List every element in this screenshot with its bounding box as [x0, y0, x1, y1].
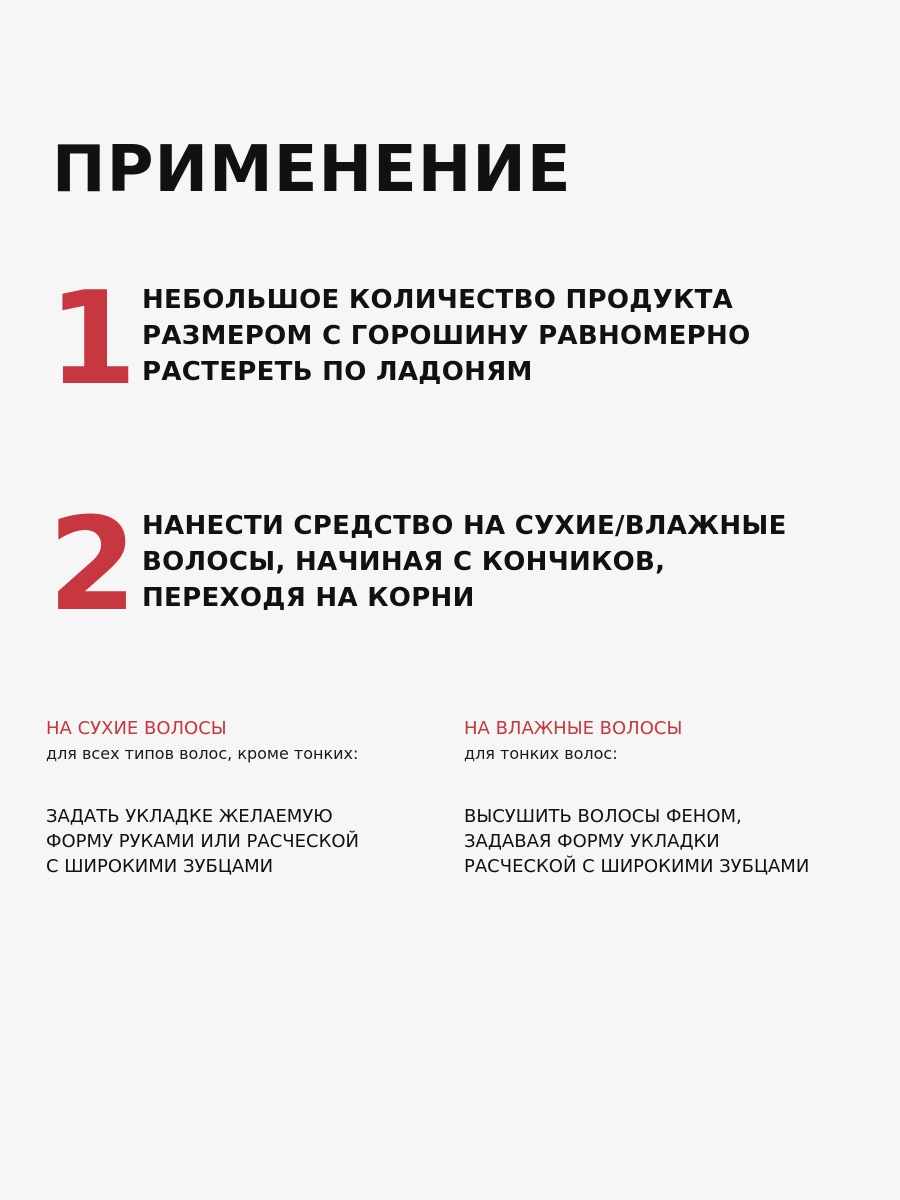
page-title: ПРИМЕНЕНИЕ: [52, 133, 572, 207]
wet-hair-subtitle: для тонких волос:: [464, 744, 618, 763]
step-text-line: РАСТЕРЕТЬ ПО ЛАДОНЯМ: [142, 357, 533, 387]
instruction-line: ФОРМУ РУКАМИ ИЛИ РАСЧЕСКОЙ: [46, 831, 359, 852]
step-text: [142, 508, 832, 616]
step-text-line: НЕБОЛЬШОЕ КОЛИЧЕСТВО ПРОДУКТА: [142, 285, 734, 315]
step-number: 2: [48, 491, 138, 640]
dry-hair-subtitle: для всех типов волос, кроме тонких:: [46, 744, 359, 763]
step-text-line: РАЗМЕРОМ С ГОРОШИНУ РАВНОМЕРНО: [142, 321, 751, 351]
step-text-line: ПЕРЕХОДЯ НА КОРНИ: [142, 583, 475, 613]
step-number: 1: [48, 265, 138, 414]
wet-hair-column: [464, 716, 809, 879]
step-text-line: НАНЕСТИ СРЕДСТВО НА СУХИЕ/ВЛАЖНЫЕ: [142, 511, 787, 541]
step-text: [142, 282, 832, 390]
dry-hair-heading: НА СУХИЕ ВОЛОСЫ: [46, 718, 227, 739]
step-text-line: ВОЛОСЫ, НАЧИНАЯ С КОНЧИКОВ,: [142, 547, 666, 577]
instruction-line: РАСЧЕСКОЙ С ШИРОКИМИ ЗУБЦАМИ: [464, 856, 810, 877]
wet-hair-instructions: [464, 804, 809, 879]
instruction-line: ВЫСУШИТЬ ВОЛОСЫ ФЕНОМ,: [464, 806, 742, 827]
dry-hair-column: [46, 716, 359, 879]
instruction-line: ЗАДАВАЯ ФОРМУ УКЛАДКИ: [464, 831, 720, 852]
instruction-line: ЗАДАТЬ УКЛАДКЕ ЖЕЛАЕМУЮ: [46, 806, 333, 827]
instruction-line: С ШИРОКИМИ ЗУБЦАМИ: [46, 856, 274, 877]
dry-hair-instructions: [46, 804, 359, 879]
wet-hair-heading: НА ВЛАЖНЫЕ ВОЛОСЫ: [464, 718, 683, 739]
